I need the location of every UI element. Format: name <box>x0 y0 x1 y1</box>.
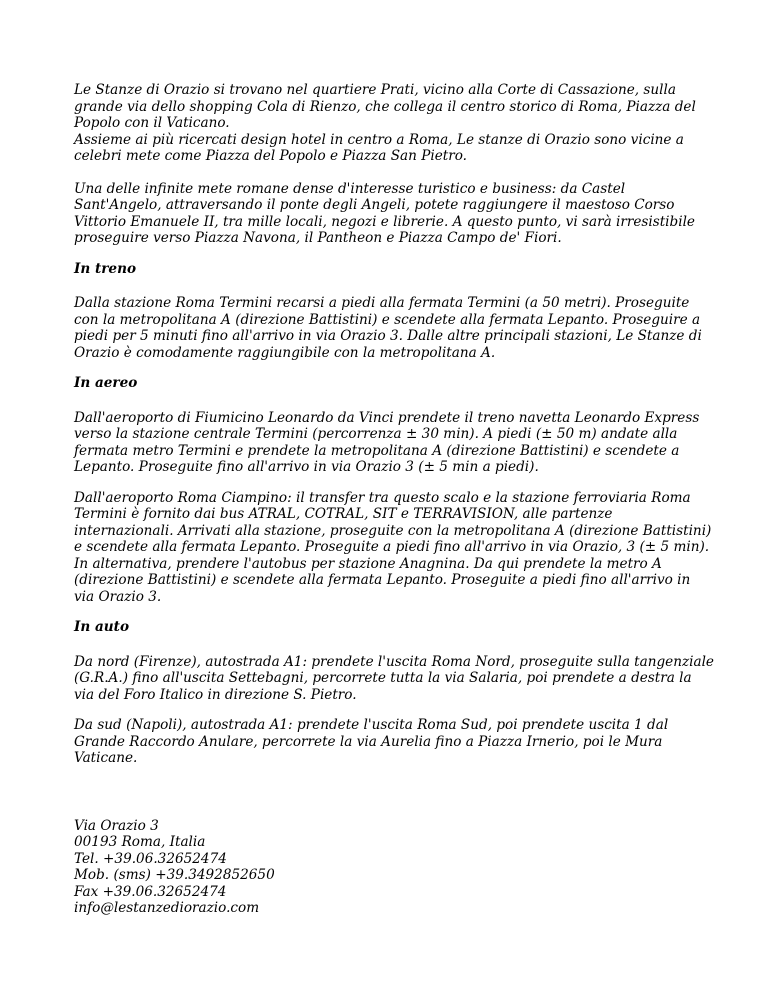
address-city: 00193 Roma, Italia <box>74 834 206 850</box>
auto-sud-paragraph: Da sud (Napoli), autostrada A1: prendete l'uscita Roma Sud, poi prendete uscita 1 dal Grande Raccordo Anulare, percorrete la via Aurelia fino a Piazza Irnerio, poi le Mura Vaticane. <box>74 717 669 766</box>
heading-treno: In treno <box>74 260 137 277</box>
treno-paragraph: Dalla stazione Roma Termini recarsi a piedi alla fermata Termini (a 50 metri). Proseguite con la metropolitana A (direzione Battistini) e scendete alla fermata Lepanto. Proseguire a piedi per 5 minuti fino all'arrivo in via Orazio 3. Dalle altre principali stazioni, Le Stanze di Orazio è comodamente raggiungibile con la metropolitana A. <box>74 295 702 361</box>
heading-aereo: In aereo <box>74 375 138 391</box>
email-address: info@lestanzediorazio.com <box>74 900 260 916</box>
document-body <box>74 82 714 917</box>
address-street: Via Orazio 3 <box>74 817 159 834</box>
fiumicino-paragraph: Dall'aeroporto di Fiumicino Leonardo da Vinci prendete il treno navetta Leonardo Express verso la stazione centrale Termini (percorrenza ± 30 min). A piedi (± 50 m) andate alla fermata metro Termini e prendete la metropolitana A (direzione Battistini) e scendete a Lepanto. Proseguite fino all'arrivo in via Orazio 3 (± 5 min a piedi). <box>74 409 700 475</box>
ciampino-paragraph: Dall'aeroporto Roma Ciampino: il transfer tra questo scalo e la stazione ferroviaria Roma Termini è fornito dai bus ATRAL, COTRAL, SIT e TERRAVISION, alle partenze internazionali. Arrivati alla stazione, proseguite con la metropolitana A (direzione Battistini) e scendete alla fermata Lepanto. Proseguite a piedi fino all'arrivo in via Orazio, 3 (± 5 min). In alternativa, prendere l'autobus per stazione Anagnina. Da qui prendete la metro A (direzione Battistini) e scendete alla fermata Lepanto. Proseguite a piedi fino all'arrivo in via Orazio 3. <box>74 489 712 605</box>
contact-address-block <box>74 818 714 917</box>
intro-paragraph <box>74 82 714 165</box>
auto-nord-paragraph: Da nord (Firenze), autostrada A1: prendete l'uscita Roma Nord, proseguite sulla tangenziale (G.R.A.) fino all'uscita Settebagni, percorrete tutta la via Salaria, poi prendete a destra la via del Foro Italico in direzione S. Pietro. <box>74 653 714 703</box>
intro-text-design-hotel: Assieme ai più ricercati design hotel in centro a Roma, Le stanze di Orazio sono vicine a celebri mete come Piazza del Popolo e Piazza San Pietro. <box>74 131 684 164</box>
mobile-number: Mob. (sms) +39.3492852650 <box>74 867 275 883</box>
fax-number: Fax +39.06.32652474 <box>74 883 227 900</box>
sightseeing-paragraph: Una delle infinite mete romane dense d'interesse turistico e business: da Castel Sant'Angelo, attraversando il ponte degli Angeli, potete raggiungere il maestoso Corso Vittorio Emanuele II, tra mille locali, negozi e librerie. A questo punto, vi sarà irresistibile proseguire verso Piazza Navona, il Pantheon e Piazza Campo de' Fiori. <box>74 180 695 246</box>
intro-text-location: Le Stanze di Orazio si trovano nel quartiere Prati, vicino alla Corte di Cassazione, sulla grande via dello shopping Cola di Rienzo, che collega il centro storico di Roma, Piazza del Popolo con il Vaticano. <box>74 82 696 131</box>
phone-number: Tel. +39.06.32652474 <box>74 850 227 867</box>
heading-auto: In auto <box>74 619 130 635</box>
